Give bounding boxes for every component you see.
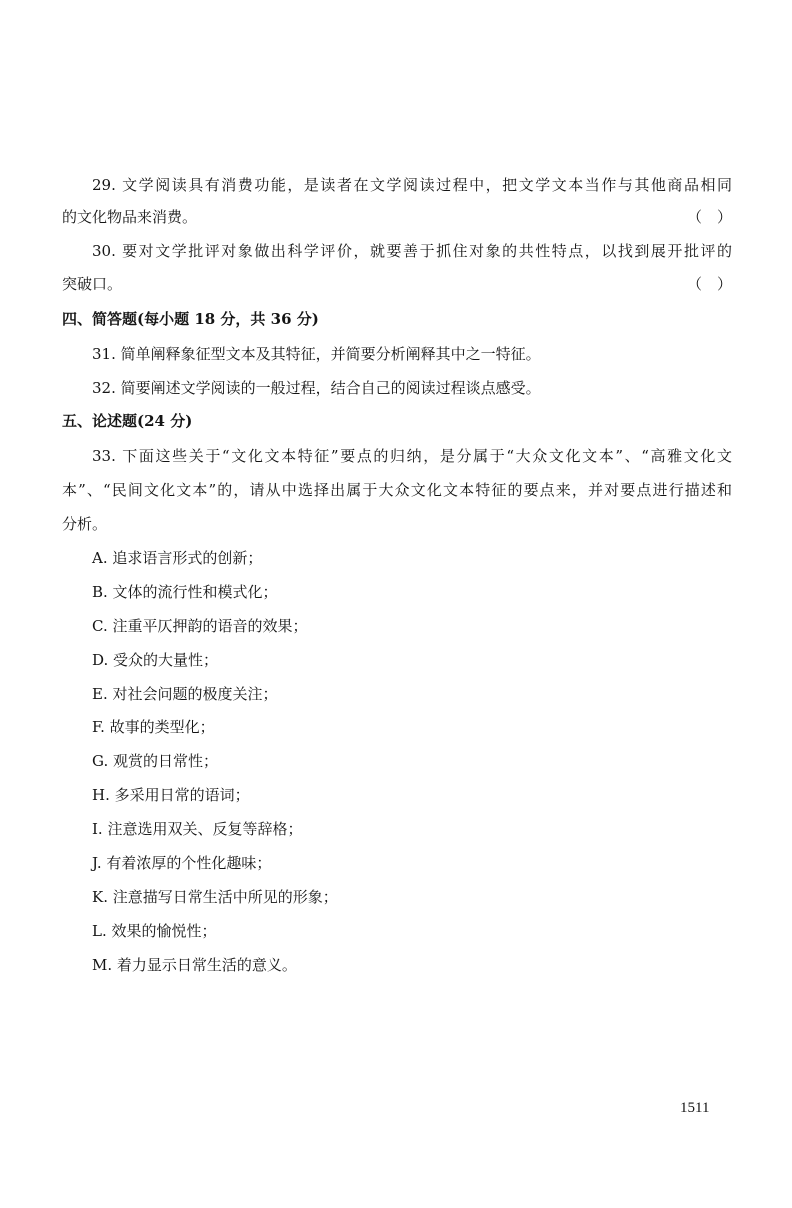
q30-answer-mark: （ ） <box>686 275 732 293</box>
q29-line2: 的文化物品来消费。 <box>62 208 198 226</box>
q33-line1: 33. 下面这些关于“文化文本特征”要点的归纳，是分属于“大众文化文本”、“高雅文化文 <box>92 447 732 465</box>
q30-line2: 突破口。 <box>62 275 123 293</box>
option-k: K. 注意描写日常生活中所见的形象； <box>92 888 338 906</box>
q30-line1: 30. 要对文学批评对象做出科学评价，就要善于抓住对象的共性特点，以找到展开批评的 <box>92 242 732 260</box>
q29-line1: 29. 文学阅读具有消费功能，是读者在文学阅读过程中，把文学文本当作与其他商品相同 <box>92 176 732 194</box>
option-l: L. 效果的愉悦性； <box>92 922 217 940</box>
q29-answer-mark: （ ） <box>686 208 732 226</box>
option-f: F. 故事的类型化； <box>92 718 215 736</box>
option-d: D. 受众的大量性； <box>92 651 219 669</box>
section4-heading: 四、简答题(每小题 18 分，共 36 分) <box>62 310 319 328</box>
q31-text: 31. 简单阐释象征型文本及其特征，并简要分析阐释其中之一特征。 <box>92 345 541 363</box>
page-number: 1511 <box>680 1100 710 1116</box>
option-h: H. 多采用日常的语词； <box>92 786 250 804</box>
option-g: G. 观赏的日常性； <box>92 752 218 770</box>
option-m: M. 着力显示日常生活的意义。 <box>92 956 297 974</box>
section5-heading: 五、论述题(24 分) <box>62 412 193 430</box>
option-c: C. 注重平仄押韵的语音的效果； <box>92 617 308 635</box>
option-b: B. 文体的流行性和模式化； <box>92 583 278 601</box>
q33-line2: 本”、“民间文化文本”的，请从中选择出属于大众文化文本特征的要点来，并对要点进行描述和 <box>62 481 732 499</box>
q32-text: 32. 简要阐述文学阅读的一般过程，结合自己的阅读过程谈点感受。 <box>92 379 541 397</box>
option-e: E. 对社会问题的极度关注； <box>92 685 278 703</box>
option-a: A. 追求语言形式的创新； <box>92 549 263 567</box>
q33-line3: 分析。 <box>62 515 108 533</box>
option-i: I. 注意选用双关、反复等辞格； <box>92 820 303 838</box>
option-j: J. 有着浓厚的个性化趣味； <box>92 854 272 872</box>
